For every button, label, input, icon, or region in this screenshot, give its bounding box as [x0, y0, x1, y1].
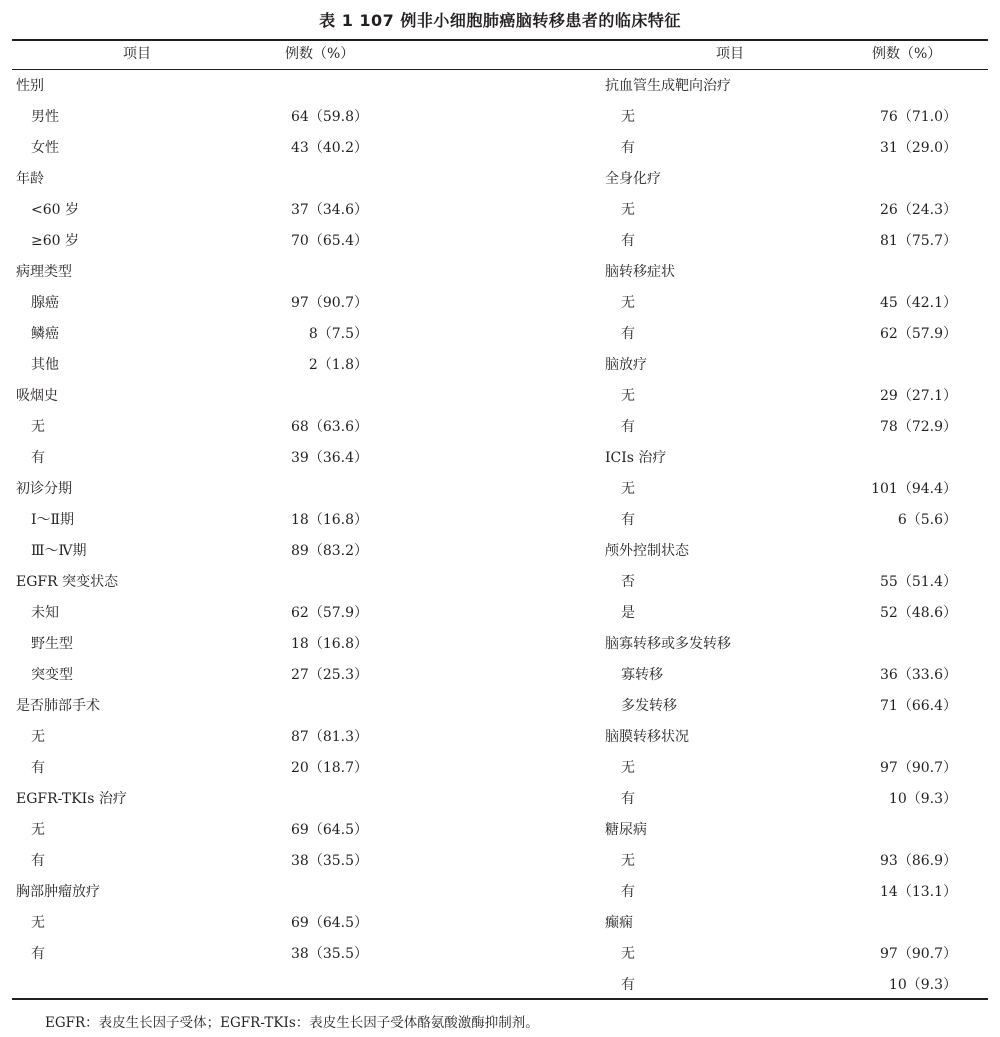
row-count-value: 18（16.8） — [291, 636, 368, 652]
row-count-value: 87（81.3） — [291, 729, 368, 745]
header-left-item: 项目 — [123, 46, 151, 62]
row-sublabel: 有 — [31, 450, 45, 466]
row-category-label: 年龄 — [16, 171, 44, 187]
row-count-value: 2（1.8） — [308, 357, 368, 373]
row-category-label: 初诊分期 — [16, 481, 72, 497]
row-sublabel: 其他 — [31, 357, 59, 373]
row-count-value: 6（5.6） — [897, 512, 957, 528]
row-sublabel: 无 — [621, 109, 635, 125]
row-sublabel: <60 岁 — [31, 202, 79, 218]
row-count-value: 93（86.9） — [880, 853, 957, 869]
row-count-value: 36（33.6） — [880, 667, 957, 683]
row-category-label: 全身化疗 — [605, 171, 661, 187]
row-count-value: 26（24.3） — [880, 202, 957, 218]
row-category-label: ICIs 治疗 — [605, 450, 667, 466]
row-category-label: 抗血管生成靶向治疗 — [605, 78, 731, 94]
row-count-value: 68（63.6） — [291, 419, 368, 435]
row-sublabel: Ⅲ～Ⅳ期 — [31, 543, 87, 559]
row-count-value: 64（59.8） — [291, 109, 368, 125]
row-sublabel: 无 — [621, 388, 635, 404]
row-count-value: 20（18.7） — [291, 760, 368, 776]
row-count-value: 43（40.2） — [291, 140, 368, 156]
row-count-value: 62（57.9） — [880, 326, 957, 342]
row-sublabel: 有 — [621, 977, 635, 993]
row-sublabel: 鳞癌 — [31, 326, 59, 342]
row-count-value: 97（90.7） — [880, 946, 957, 962]
row-count-value: 39（36.4） — [291, 450, 368, 466]
row-category-label: EGFR 突变状态 — [16, 574, 119, 590]
row-count-value: 62（57.9） — [291, 605, 368, 621]
table-bottom-rule — [12, 998, 988, 1000]
row-count-value: 37（34.6） — [291, 202, 368, 218]
row-count-value: 29（27.1） — [880, 388, 957, 404]
row-sublabel: 无 — [31, 822, 45, 838]
row-count-value: 89（83.2） — [291, 543, 368, 559]
row-count-value: 81（75.7） — [880, 233, 957, 249]
table-header-rule — [12, 69, 988, 70]
row-sublabel: 无 — [31, 729, 45, 745]
row-sublabel: 突变型 — [31, 667, 73, 683]
row-sublabel: 否 — [621, 574, 635, 590]
row-sublabel: 无 — [31, 419, 45, 435]
row-sublabel: 有 — [31, 853, 45, 869]
row-count-value: 69（64.5） — [291, 915, 368, 931]
row-count-value: 76（71.0） — [880, 109, 957, 125]
row-sublabel: 寡转移 — [621, 667, 663, 683]
row-sublabel: 无 — [621, 202, 635, 218]
row-count-value: 101（94.4） — [871, 481, 957, 497]
row-count-value: 38（35.5） — [291, 853, 368, 869]
row-category-label: 脑放疗 — [605, 357, 647, 373]
row-sublabel: 无 — [621, 853, 635, 869]
row-sublabel: 无 — [621, 295, 635, 311]
row-sublabel: Ⅰ～Ⅱ期 — [31, 512, 75, 528]
row-sublabel: 有 — [621, 233, 635, 249]
row-count-value: 45（42.1） — [880, 295, 957, 311]
row-count-value: 18（16.8） — [291, 512, 368, 528]
row-sublabel: 有 — [31, 760, 45, 776]
row-sublabel: 无 — [621, 760, 635, 776]
row-category-label: 吸烟史 — [16, 388, 58, 404]
header-right-count: 例数（%） — [872, 46, 942, 62]
table-top-rule — [12, 39, 988, 41]
row-count-value: 14（13.1） — [880, 884, 957, 900]
table-footnote: EGFR：表皮生长因子受体；EGFR-TKIs：表皮生长因子受体酪氨酸激酶抑制剂。 — [45, 1015, 539, 1031]
header-left-count: 例数（%） — [285, 46, 355, 62]
row-category-label: 颅外控制状态 — [605, 543, 689, 559]
row-sublabel: 有 — [621, 419, 635, 435]
header-right-item: 项目 — [716, 46, 744, 62]
row-category-label: 胸部肿瘤放疗 — [16, 884, 100, 900]
row-count-value: 55（51.4） — [880, 574, 957, 590]
row-count-value: 52（48.6） — [880, 605, 957, 621]
row-sublabel: 无 — [31, 915, 45, 931]
row-category-label: EGFR-TKIs 治疗 — [16, 791, 127, 807]
row-sublabel: 无 — [621, 481, 635, 497]
row-count-value: 27（25.3） — [291, 667, 368, 683]
row-sublabel: 未知 — [31, 605, 59, 621]
row-sublabel: 有 — [31, 946, 45, 962]
row-category-label: 脑转移症状 — [605, 264, 675, 280]
row-sublabel: 野生型 — [31, 636, 73, 652]
row-category-label: 脑寡转移或多发转移 — [605, 636, 731, 652]
row-count-value: 10（9.3） — [888, 791, 957, 807]
row-sublabel: 有 — [621, 884, 635, 900]
row-count-value: 69（64.5） — [291, 822, 368, 838]
row-sublabel: 有 — [621, 140, 635, 156]
row-sublabel: 腺癌 — [31, 295, 59, 311]
row-count-value: 31（29.0） — [880, 140, 957, 156]
row-count-value: 38（35.5） — [291, 946, 368, 962]
row-count-value: 97（90.7） — [880, 760, 957, 776]
row-category-label: 糖尿病 — [605, 822, 647, 838]
row-sublabel: 是 — [621, 605, 635, 621]
row-sublabel: 无 — [621, 946, 635, 962]
table-title: 表 1 107 例非小细胞肺癌脑转移患者的临床特征 — [319, 11, 681, 30]
row-sublabel: 有 — [621, 326, 635, 342]
row-category-label: 性别 — [16, 78, 44, 94]
row-count-value: 8（7.5） — [308, 326, 368, 342]
row-category-label: 癫痫 — [605, 915, 633, 931]
row-count-value: 97（90.7） — [291, 295, 368, 311]
row-count-value: 10（9.3） — [888, 977, 957, 993]
row-count-value: 71（66.4） — [880, 698, 957, 714]
row-sublabel: ≥60 岁 — [31, 233, 79, 249]
row-category-label: 是否肺部手术 — [16, 698, 100, 714]
row-sublabel: 有 — [621, 512, 635, 528]
row-sublabel: 有 — [621, 791, 635, 807]
row-category-label: 脑膜转移状况 — [605, 729, 689, 745]
row-sublabel: 男性 — [31, 109, 59, 125]
row-count-value: 78（72.9） — [880, 419, 957, 435]
row-count-value: 70（65.4） — [291, 233, 368, 249]
row-sublabel: 女性 — [31, 140, 59, 156]
row-category-label: 病理类型 — [16, 264, 72, 280]
row-sublabel: 多发转移 — [621, 698, 677, 714]
